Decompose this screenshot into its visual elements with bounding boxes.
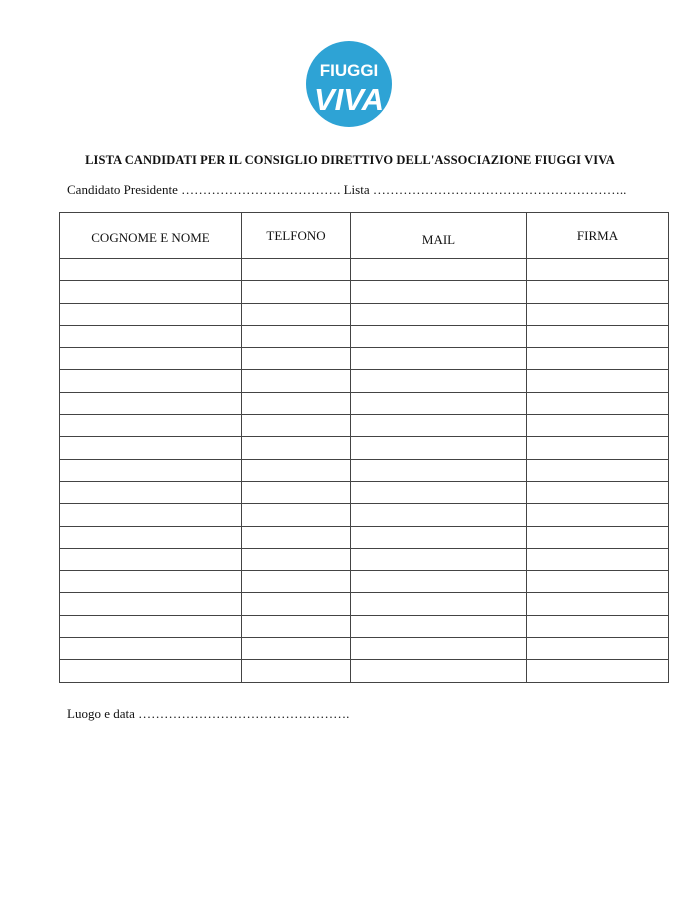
table-row	[60, 437, 669, 459]
table-row	[60, 481, 669, 503]
cell-mail[interactable]	[351, 325, 527, 347]
cell-telefono[interactable]	[242, 325, 351, 347]
cell-firma[interactable]	[527, 325, 669, 347]
table-row	[60, 259, 669, 281]
cell-mail[interactable]	[351, 281, 527, 303]
table-row	[60, 571, 669, 593]
cell-cognome-nome[interactable]	[60, 459, 242, 481]
table-row	[60, 370, 669, 392]
cell-telefono[interactable]	[242, 415, 351, 437]
cell-firma[interactable]	[527, 348, 669, 370]
cell-firma[interactable]	[527, 481, 669, 503]
table-row	[60, 303, 669, 325]
document-title: LISTA CANDIDATI PER IL CONSIGLIO DIRETTIVO DELL'ASSOCIAZIONE FIUGGI VIVA	[85, 153, 615, 167]
place-date-line	[67, 706, 349, 722]
header-mail: MAIL	[351, 213, 527, 259]
table-row	[60, 348, 669, 370]
cell-telefono[interactable]	[242, 303, 351, 325]
table-row	[60, 504, 669, 526]
cell-cognome-nome[interactable]	[60, 259, 242, 281]
cell-cognome-nome[interactable]	[60, 348, 242, 370]
cell-telefono[interactable]	[242, 615, 351, 637]
cell-telefono[interactable]	[242, 504, 351, 526]
cell-firma[interactable]	[527, 281, 669, 303]
cell-firma[interactable]	[527, 392, 669, 414]
cell-firma[interactable]	[527, 548, 669, 570]
cell-cognome-nome[interactable]	[60, 548, 242, 570]
cell-telefono[interactable]	[242, 459, 351, 481]
cell-mail[interactable]	[351, 504, 527, 526]
cell-mail[interactable]	[351, 370, 527, 392]
cell-cognome-nome[interactable]	[60, 281, 242, 303]
president-field[interactable]: ……………………………….	[181, 182, 341, 197]
table-row	[60, 526, 669, 548]
president-label: Candidato Presidente	[67, 182, 178, 197]
cell-mail[interactable]	[351, 259, 527, 281]
table-row	[60, 281, 669, 303]
cell-telefono[interactable]	[242, 526, 351, 548]
table-row	[60, 593, 669, 615]
cell-firma[interactable]	[527, 459, 669, 481]
cell-cognome-nome[interactable]	[60, 481, 242, 503]
table-header-row	[60, 213, 669, 259]
cell-telefono[interactable]	[242, 660, 351, 682]
list-field[interactable]: …………………………………………………..	[372, 182, 627, 197]
cell-mail[interactable]	[351, 437, 527, 459]
cell-cognome-nome[interactable]	[60, 437, 242, 459]
cell-firma[interactable]	[527, 660, 669, 682]
cell-firma[interactable]	[527, 437, 669, 459]
header-cognome-nome: COGNOME E NOME	[60, 213, 242, 259]
cell-firma[interactable]	[527, 370, 669, 392]
logo-top-text: FIUGGI	[319, 61, 379, 80]
cell-mail[interactable]	[351, 593, 527, 615]
table-row	[60, 548, 669, 570]
cell-mail[interactable]	[351, 415, 527, 437]
place-date-label: Luogo e data	[67, 706, 135, 721]
cell-firma[interactable]	[527, 593, 669, 615]
cell-telefono[interactable]	[242, 481, 351, 503]
cell-telefono[interactable]	[242, 348, 351, 370]
cell-cognome-nome[interactable]	[60, 415, 242, 437]
table-body	[60, 259, 669, 683]
table-row	[60, 415, 669, 437]
table-row	[60, 638, 669, 660]
fiuggi-viva-logo	[305, 40, 393, 128]
cell-telefono[interactable]	[242, 259, 351, 281]
cell-firma[interactable]	[527, 504, 669, 526]
cell-cognome-nome[interactable]	[60, 303, 242, 325]
cell-mail[interactable]	[351, 348, 527, 370]
cell-mail[interactable]	[351, 638, 527, 660]
table-row	[60, 392, 669, 414]
cell-cognome-nome[interactable]	[60, 526, 242, 548]
cell-mail[interactable]	[351, 526, 527, 548]
table-row	[60, 615, 669, 637]
cell-cognome-nome[interactable]	[60, 392, 242, 414]
cell-telefono[interactable]	[242, 638, 351, 660]
cell-firma[interactable]	[527, 415, 669, 437]
cell-mail[interactable]	[351, 615, 527, 637]
cell-telefono[interactable]	[242, 281, 351, 303]
cell-mail[interactable]	[351, 571, 527, 593]
candidates-table	[59, 212, 669, 683]
logo-bottom-text: VIVA	[313, 82, 385, 117]
cell-cognome-nome[interactable]	[60, 615, 242, 637]
cell-mail[interactable]	[351, 303, 527, 325]
cell-cognome-nome[interactable]	[60, 370, 242, 392]
cell-firma[interactable]	[527, 615, 669, 637]
cell-firma[interactable]	[527, 259, 669, 281]
cell-cognome-nome[interactable]	[60, 571, 242, 593]
cell-cognome-nome[interactable]	[60, 504, 242, 526]
cell-cognome-nome[interactable]	[60, 593, 242, 615]
cell-firma[interactable]	[527, 303, 669, 325]
cell-mail[interactable]	[351, 481, 527, 503]
president-line	[67, 182, 626, 198]
cell-cognome-nome[interactable]	[60, 660, 242, 682]
cell-telefono[interactable]	[242, 437, 351, 459]
cell-mail[interactable]	[351, 548, 527, 570]
cell-firma[interactable]	[527, 571, 669, 593]
header-firma: FIRMA	[527, 213, 669, 259]
table-row	[60, 660, 669, 682]
table-row	[60, 325, 669, 347]
cell-cognome-nome[interactable]	[60, 325, 242, 347]
header-telefono: TELFONO	[242, 213, 351, 259]
place-date-field[interactable]: ………………………………………….	[138, 706, 350, 721]
cell-firma[interactable]	[527, 638, 669, 660]
list-label: Lista	[343, 182, 370, 197]
cell-cognome-nome[interactable]	[60, 638, 242, 660]
cell-telefono[interactable]	[242, 548, 351, 570]
cell-mail[interactable]	[351, 660, 527, 682]
cell-telefono[interactable]	[242, 571, 351, 593]
cell-mail[interactable]	[351, 459, 527, 481]
cell-firma[interactable]	[527, 526, 669, 548]
table-row	[60, 459, 669, 481]
cell-telefono[interactable]	[242, 392, 351, 414]
cell-telefono[interactable]	[242, 370, 351, 392]
cell-mail[interactable]	[351, 392, 527, 414]
cell-telefono[interactable]	[242, 593, 351, 615]
